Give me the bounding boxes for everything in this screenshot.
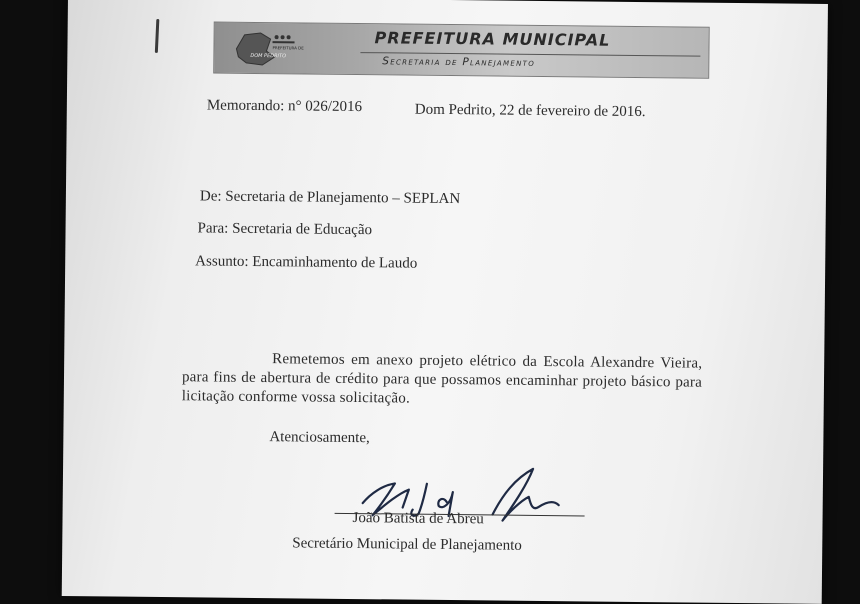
- pen-mark: [155, 19, 160, 53]
- memo-paper: [62, 0, 828, 604]
- memo-number: Memorando: n° 026/2016: [206, 97, 363, 116]
- signatory-title: Secretário Municipal de Planejamento: [292, 535, 522, 554]
- letterhead-subtitle: Secretaria de Planejamento: [382, 55, 536, 69]
- memo-from: De: Secretaria de Planejamento – SEPLAN: [199, 188, 461, 208]
- letterhead: [213, 22, 710, 79]
- memo-to: Para: Secretaria de Educação: [197, 220, 373, 239]
- letterhead-title: PREFEITURA MUNICIPAL: [374, 28, 611, 50]
- logo-text-bottom: DOM PEDRITO: [250, 52, 287, 60]
- municipal-logo-icon: [226, 27, 306, 70]
- memo-subject: Assunto: Encaminhamento de Laudo: [195, 253, 418, 272]
- memo-body: Remetemos em anexo projeto elétrico da Escola Alexandre Vieira, para fins de abertura de crédito para que possamos encaminhar projeto básico para licitação conforme vossa solicitação.: [181, 351, 703, 407]
- logo-text-top: PREFEITURA DE: [272, 45, 304, 51]
- memo-closing: Atenciosamente,: [269, 429, 370, 447]
- memo-place-date: Dom Pedrito, 22 de fevereiro de 2016.: [414, 101, 646, 121]
- signatory-name: João Batista de Abreu: [352, 510, 484, 528]
